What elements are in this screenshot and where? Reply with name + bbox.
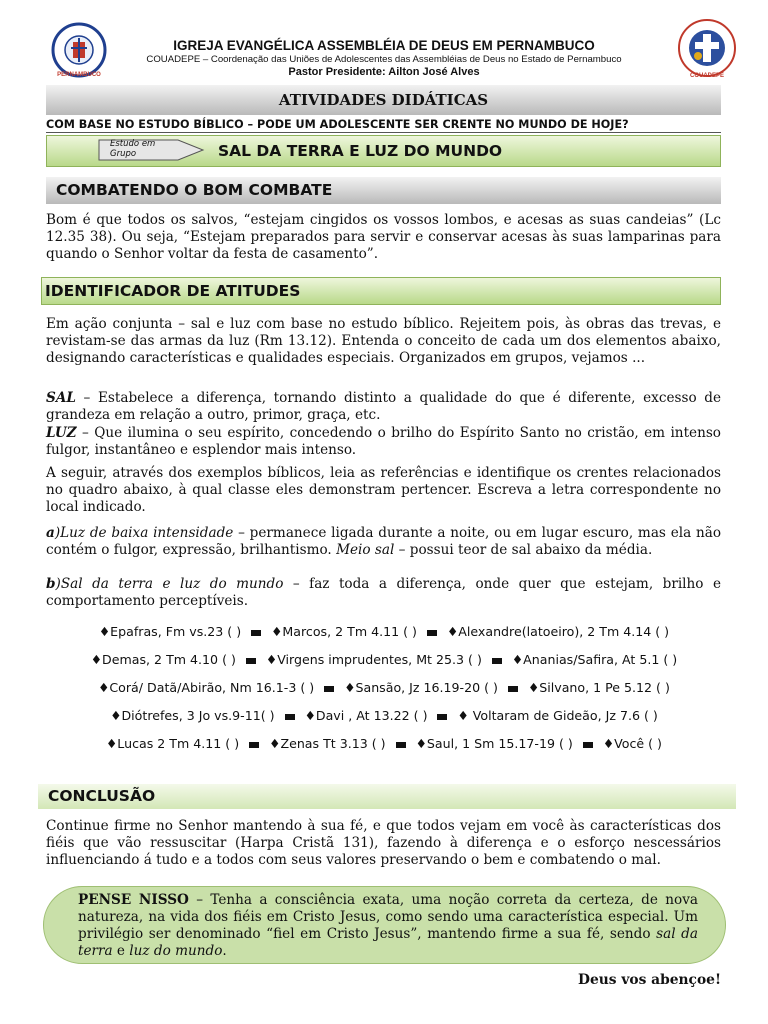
group-tag-line1: Estudo em bbox=[110, 139, 156, 149]
separator-icon bbox=[583, 742, 593, 748]
option-a bbox=[46, 525, 721, 559]
reference-item[interactable]: ♦Alexandre(latoeiro), 2 Tm 4.14 ( ) bbox=[446, 624, 670, 639]
option-b-letter: b bbox=[46, 576, 56, 592]
separator-icon bbox=[508, 686, 518, 692]
closing-blessing: Deus vos abençoe! bbox=[578, 972, 721, 988]
reference-item[interactable]: ♦ Voltaram de Gideão, Jz 7.6 ( ) bbox=[457, 708, 658, 723]
luz-def: – Que ilumina o seu espírito, concedendo o brilho do Espírito Santo no cristão, em intenso fulgor, instantâneo e esplendor mais intenso. bbox=[46, 425, 721, 458]
separator-icon bbox=[249, 742, 259, 748]
reference-item[interactable]: ♦Epafras, Fm vs.23 ( ) bbox=[98, 624, 242, 639]
separator-icon bbox=[251, 630, 261, 636]
reference-item[interactable]: ♦Zenas Tt 3.13 ( ) bbox=[269, 736, 386, 751]
coordination-subtitle: COUADEPE – Coordenação das Uniões de Adolescentes das Assembléias de Deus no Estado de Pernambuco bbox=[146, 54, 622, 65]
reference-item[interactable]: ♦Virgens imprudentes, Mt 25.3 ( ) bbox=[265, 652, 482, 667]
option-b-term: )Sal da terra e luz do mundo bbox=[55, 576, 284, 592]
section-combatendo-title: COMBATENDO O BOM COMBATE bbox=[56, 181, 333, 199]
church-title: IGREJA EVANGÉLICA ASSEMBLÉIA DE DEUS EM PERNAMBUCO bbox=[173, 38, 595, 53]
think-term-salt: sal da terra bbox=[78, 926, 698, 959]
separator-icon bbox=[396, 742, 406, 748]
main-title: SAL DA TERRA E LUZ DO MUNDO bbox=[218, 142, 503, 160]
reference-row bbox=[0, 624, 768, 639]
activities-title: ATIVIDADES DIDÁTICAS bbox=[278, 91, 489, 109]
separator-icon bbox=[427, 630, 437, 636]
option-b-def: – faz toda a diferença, onde quer que estejam, brilho e comportamento perceptíveis. bbox=[46, 576, 721, 609]
separator-icon bbox=[437, 714, 447, 720]
reference-item[interactable]: ♦Demas, 2 Tm 4.10 ( ) bbox=[90, 652, 236, 667]
think-label: PENSE NISSO bbox=[78, 892, 189, 908]
option-a-def2: – possui teor de sal abaixo da média. bbox=[394, 542, 653, 558]
think-end: . bbox=[222, 943, 227, 959]
reference-item[interactable]: ♦Diótrefes, 3 Jo vs.9-11( ) bbox=[110, 708, 275, 723]
sal-definition bbox=[46, 390, 721, 424]
conclusion-title: CONCLUSÃO bbox=[48, 787, 156, 805]
logo-right-bottom-text: COUADEPE bbox=[689, 73, 724, 79]
logo-left-bottom-text: PERNAMBUCO bbox=[57, 72, 101, 78]
option-a-letter: a bbox=[46, 525, 55, 541]
sal-def: – Estabelece a diferença, tornando distinto a qualidade do que é diferente, excesso de grandeza em relação a outro, primor, graça, etc. bbox=[46, 390, 721, 423]
think-mid: e bbox=[112, 943, 130, 959]
pastor-name: Pastor Presidente: Ailton José Alves bbox=[288, 66, 480, 78]
study-base-line: COM BASE NO ESTUDO BÍBLICO – PODE UM ADOLESCENTE SER CRENTE NO MUNDO DE HOJE? bbox=[46, 118, 629, 131]
option-a-term: )Luz de baixa intensidade bbox=[54, 525, 234, 541]
think-text1: – Tenha a consciência exata, uma noção correta da certeza, de nova natureza, na vida dos fiéis em Cristo Jesus, como sendo uma característica especial. Um privilégio ser denominado “fiel em Cristo Jesus”, mantendo firme a sua fé, sendo bbox=[78, 892, 698, 942]
section-combatendo-text: Bom é que todos os salvos, “estejam cingidos os vossos lombos, e acesas as suas candeias” (Lc 12.35 38). Ou seja, “Estejam preparados para servir e conservar acesas às suas lamparinas para quando o Senhor voltar da festa de casamento”. bbox=[46, 212, 721, 262]
reference-item[interactable]: ♦Davi , At 13.22 ( ) bbox=[304, 708, 428, 723]
reference-item[interactable]: ♦Marcos, 2 Tm 4.11 ( ) bbox=[271, 624, 417, 639]
think-term-light: luz do mundo bbox=[129, 943, 223, 959]
reference-item[interactable]: ♦Corá/ Datã/Abirão, Nm 16.1-3 ( ) bbox=[98, 680, 315, 695]
reference-item[interactable]: ♦Você ( ) bbox=[602, 736, 662, 751]
separator-icon bbox=[492, 658, 502, 664]
identificador-intro: Em ação conjunta – sal e luz com base no estudo bíblico. Rejeitem pois, às obras das trevas, e revistam-se das armas da luz (Rm 13.12). Entenda o conceito de cada um dos elementos abaixo, designando características e qualidades especiais. Organizados em grupos, vejamos ... bbox=[46, 316, 721, 366]
separator-icon bbox=[246, 658, 256, 664]
reference-item[interactable]: ♦Sansão, Jz 16.19-20 ( ) bbox=[344, 680, 498, 695]
think-text bbox=[78, 892, 698, 960]
reference-row bbox=[0, 680, 768, 695]
group-tag bbox=[98, 137, 208, 163]
sal-term: SAL bbox=[46, 390, 76, 406]
luz-term: LUZ bbox=[46, 425, 77, 441]
reference-row bbox=[0, 736, 768, 751]
reference-item[interactable]: ♦Saul, 1 Sm 15.17-19 ( ) bbox=[415, 736, 573, 751]
logo-right bbox=[672, 18, 742, 82]
separator-icon bbox=[285, 714, 295, 720]
option-a-def: – permanece ligada durante a noite, ou em lugar escuro, mas ela não contém o fulgor, expressão, brilhantismo. bbox=[46, 525, 722, 558]
instructions-text: A seguir, através dos exemplos bíblicos, leia as referências e identifique os crentes relacionados no quadro abaixo, à qual classe eles demonstram pertencer. Escreva a letra correspondente no local indicado. bbox=[46, 465, 721, 515]
conclusion-text: Continue firme no Senhor mantendo à sua fé, e que todos vejam em você às características dos fiéis que vão ressuscitar (Harpa Cristã 131), fazendo à diferença e o esforço nescessários influenciando á tudo e a todos com seus valores preservando o bem e combatendo o mal. bbox=[46, 818, 721, 868]
reference-item[interactable]: ♦Silvano, 1 Pe 5.12 ( ) bbox=[527, 680, 670, 695]
separator-icon bbox=[324, 686, 334, 692]
option-a-term2: Meio sal bbox=[336, 542, 395, 558]
reference-row bbox=[0, 652, 768, 667]
reference-row bbox=[0, 708, 768, 723]
reference-item[interactable]: ♦Ananias/Safira, At 5.1 ( ) bbox=[511, 652, 678, 667]
luz-definition bbox=[46, 425, 721, 459]
reference-item[interactable]: ♦Lucas 2 Tm 4.11 ( ) bbox=[106, 736, 240, 751]
group-tag-line2: Grupo bbox=[110, 149, 137, 159]
option-b bbox=[46, 576, 721, 610]
section-identificador-title: IDENTIFICADOR DE ATITUDES bbox=[45, 282, 301, 300]
study-base-rule bbox=[46, 132, 721, 133]
